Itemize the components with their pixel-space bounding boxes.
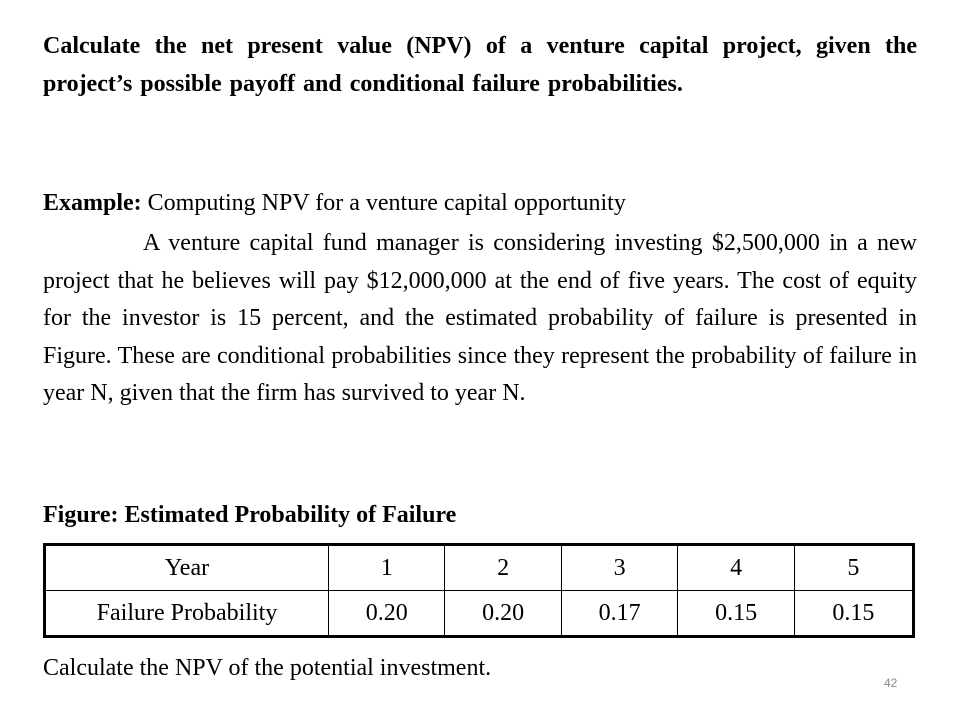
table-cell: 0.15	[678, 591, 794, 637]
problem-statement: A venture capital fund manager is considering investing $2,500,000 in a new project that he believes will pay $12,000,000 at the end of five years. The cost of equity for the investor is 15 percent, and the estimated probability of failure is presented in Figure. These are conditional probabilities since they represent the probability of failure in year N, given that the firm has survived to year N.	[43, 230, 917, 406]
failure-probability-table	[43, 543, 915, 638]
table-cell: 2	[445, 545, 561, 591]
table-cell: 0.20	[329, 591, 445, 637]
example-heading	[43, 185, 917, 223]
table-cell: 0.17	[561, 591, 677, 637]
table-cell: Failure Probability	[45, 591, 329, 637]
table-cell: 3	[561, 545, 677, 591]
example-title: Computing NPV for a venture capital opportunity	[141, 190, 626, 216]
table-cell: Year	[45, 545, 329, 591]
figure-title: Figure: Estimated Probability of Failure	[43, 502, 457, 528]
example-label: Example:	[43, 190, 142, 216]
table-cell: 4	[678, 545, 794, 591]
table-row-failure-probability	[45, 591, 914, 637]
table-row-year	[45, 545, 914, 591]
table-cell: 0.15	[794, 591, 913, 637]
learning-objective: Calculate the net present value (NPV) of a venture capital project, given the project’s possible payoff and conditional failure probabilities.	[43, 33, 917, 97]
table-cell: 1	[329, 545, 445, 591]
table-cell: 0.20	[445, 591, 561, 637]
page-number: 42	[884, 676, 898, 690]
table-cell: 5	[794, 545, 913, 591]
question: Calculate the NPV of the potential investment.	[43, 655, 492, 681]
